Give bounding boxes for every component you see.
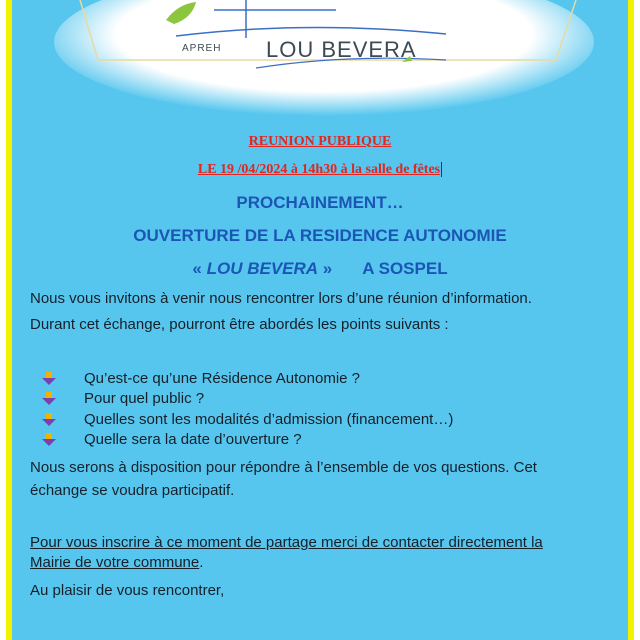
meeting-date-text: LE 19 /04/2024 à 14h30 à la salle de fêtes (197, 162, 441, 177)
register-line-2-text: Mairie de votre commune (30, 554, 200, 571)
residence-place: A SOSPEL (362, 259, 448, 278)
list-item-text: Quelles sont les modalités d’admission (financement…) (84, 411, 454, 428)
heading-opening: OUVERTURE DE LA RESIDENCE AUTONOMIE (133, 226, 507, 245)
logo-area (6, 0, 634, 125)
quote-open: « (192, 259, 207, 278)
intro-line-1: Nous vous invitons à venir nous rencontrer lors d’une réunion d’information. (30, 290, 532, 307)
register-line-2-end: . (199, 554, 204, 571)
arrow-bullet-icon (42, 433, 56, 447)
heading-soon: PROCHAINEMENT… (236, 193, 404, 212)
left-border (6, 0, 12, 640)
arrow-bullet-icon (42, 372, 56, 386)
flyer-page (6, 0, 634, 640)
logo-apreh-text: APREH (182, 43, 222, 54)
availability-line-1: Nous serons à disposition pour répondre à l’ensemble de vos questions. Cet (30, 459, 537, 476)
heading-residence (6, 259, 634, 279)
list-item-text: Pour quel public ? (84, 390, 205, 407)
quote-close: » (318, 259, 333, 278)
register-line-1: Pour vous inscrire à ce moment de partage merci de contacter directement la (30, 534, 543, 551)
logo-brand-text: LOU BEVERA (266, 37, 417, 62)
list-item-text: Qu’est-ce qu’une Résidence Autonomie ? (84, 370, 361, 387)
arrow-bullet-icon (42, 413, 56, 427)
register-line-2 (30, 552, 203, 574)
meeting-title: REUNION PUBLIQUE (248, 134, 392, 149)
meeting-date (6, 162, 634, 178)
arrow-bullet-icon (42, 392, 56, 406)
list-item-text: Quelle sera la date d’ouverture ? (84, 431, 302, 448)
availability-line-2: échange se voudra participatif. (30, 482, 235, 499)
intro-line-2: Durant cet échange, pourront être abordés les points suivants : (30, 316, 449, 333)
closing-line: Au plaisir de vous rencontrer, (30, 582, 225, 599)
residence-name: LOU BEVERA (206, 259, 319, 278)
right-border (628, 0, 634, 640)
